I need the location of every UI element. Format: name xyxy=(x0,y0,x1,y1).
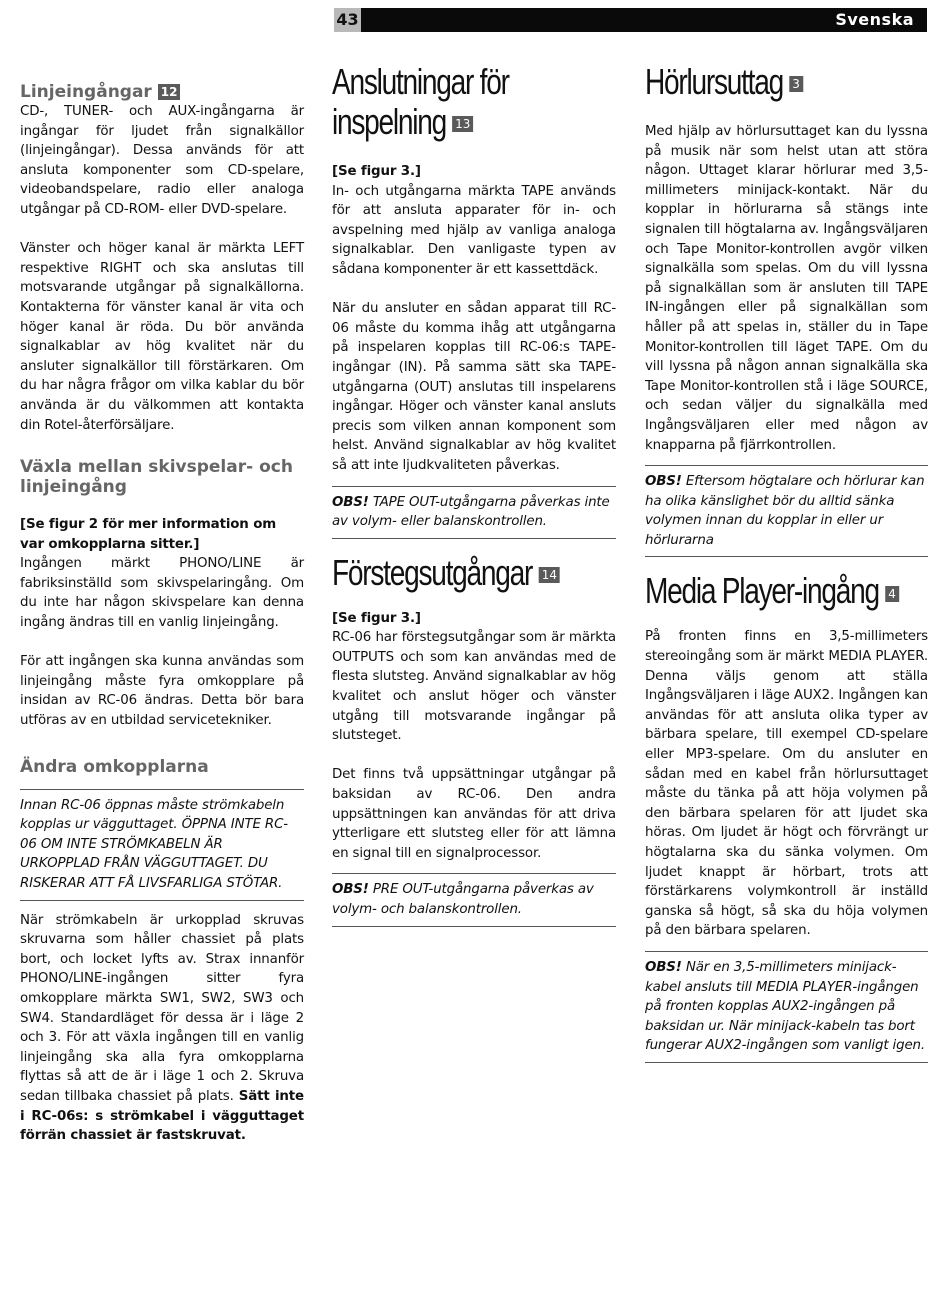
language-label: Svenska xyxy=(835,10,914,29)
section-heading xyxy=(645,62,866,102)
paragraph: In- och utgångarna märkta TAPE används för att ansluta apparater för in- och avspelning med hjälp av vanliga analoga signalkablar. Den vanligaste typen av sådana komponenter är ett kassettdäck. xyxy=(332,183,616,277)
bold-warning: Sätt inte i RC-06s: s strömkabel i vägguttaget förrän chassiet är fastskruvat. xyxy=(20,1088,304,1144)
reference-badge: 13 xyxy=(452,116,473,132)
note-label: OBS! xyxy=(332,494,369,510)
reference-badge: 14 xyxy=(538,567,559,583)
divider xyxy=(645,1062,928,1063)
reference-badge: 12 xyxy=(158,84,181,100)
paragraph: När du ansluter en sådan apparat till RC-06 måste du komma ihåg att utgångarna på inspelaren kopplas till RC-06:s TAPE-ingångar (IN). På samma sätt ska TAPE-utgångarna (OUT) anslutas till inspelarens ingångar. Höger och vänster kanal ansluts precis som vilken annan komponent som helst. Använd signalkablar av hög kvalitet så att inte ljudkvaliteten påverkas. xyxy=(332,301,616,473)
paragraph: Det finns två uppsättningar utgångar på baksidan av RC-06. Den andra uppsättningen kan användas för att driva ytterligare ett slutsteg eller för att lämna en signal till en signalprocessor. xyxy=(332,767,616,861)
paragraph: Vänster och höger kanal är märkta LEFT respektive RIGHT och ska anslutas till motsvarande utgångar på signalkällorna. Kontakterna för vänster kanal är vita och höger kanal är röda. Du bör använda signalkablar av hög kvalitet när du ansluter signalkällor till förstärkaren. Om du har några frågor om vilka kablar du bör använda är du välkommen att kontakta din Rotel-återförsäljare. xyxy=(20,241,304,433)
note-text: När en 3,5-millimeters minijack-kabel ansluts till MEDIA PLAYER-ingången på fronten kopplas AUX2-ingången på baksidan ur. När minijack-kabeln tas bort fungerar AUX2-ingången som vanligt igen. xyxy=(645,959,926,1054)
section-heading: Anslutningar för xyxy=(332,61,509,102)
column-left xyxy=(20,62,304,1146)
note-label: OBS! xyxy=(332,882,369,898)
note xyxy=(332,880,616,919)
warning-text: Innan RC-06 öppnas måste strömkabeln kopplas ur vägguttaget. ÖPPNA INTE RC-06 OM INTE STRÖMKABELN ÄR URKOPPLAD FRÅN VÄGGUTTAGET. DU RISKERAR ATT FÅ LIVSFARLIGA STÖTAR. xyxy=(20,797,288,891)
note-text: PRE OUT-utgångarna påverkas av volym- och balanskontrollen. xyxy=(332,882,594,917)
note-text: TAPE OUT-utgångarna påverkas inte av volym- eller balanskontrollen. xyxy=(332,494,610,530)
note-label: OBS! xyxy=(645,959,682,975)
note xyxy=(332,493,616,532)
section-heading: Ändra omkopplarna xyxy=(20,756,209,777)
paragraph xyxy=(20,911,304,1146)
note xyxy=(645,958,928,1056)
section-heading xyxy=(645,570,896,612)
reference-badge: 3 xyxy=(789,76,803,92)
section-heading xyxy=(332,551,557,593)
heading-text: Hörlursuttag xyxy=(645,61,783,102)
figure-reference: [Se figur 2 för mer information om var omkopplarna sitter.] xyxy=(20,517,277,552)
column-right xyxy=(645,62,928,1063)
note xyxy=(645,472,928,550)
divider xyxy=(332,926,616,927)
heading-text: Media Player-ingång xyxy=(645,570,879,612)
section-heading xyxy=(20,82,304,102)
heading-text: inspelning xyxy=(332,101,446,142)
section-heading: Växla mellan skivspelar- och linjeingång xyxy=(20,457,293,498)
paragraph: Ingången märkt PHONO/LINE är fabriksinställd som skivspelaringång. Om du inte har någon skivspelare kan denna ingång ändras till en vanlig linjeingång. xyxy=(20,556,304,631)
figure-reference: [Se figur 3.] xyxy=(332,164,421,179)
heading-text: Förstegsutgångar xyxy=(332,551,533,593)
paragraph: RC-06 har förstegsutgångar som är märkta OUTPUTS och som kan användas med de flesta slutsteg. Använd signalkablar av hög kvalitet och anslut höger och vänster utgång till motsvarande ingångar på slutsteget. xyxy=(332,630,616,744)
paragraph-text: När strömkabeln är urkopplad skruvas skruvarna som håller chassiet på plats bort, och locket lyfts av. Strax innanför PHONO/LINE-ingången sitter fyra omkopplare märkta SW1, SW2, SW3 och SW4. Standardläget för dessa är i läge 2 och 3. För att växla ingången till en vanlig linjeingång ska alla fyra omkopplarna flyttas så att de är i läge 1 och 2. Skruva sedan tillbaka chassiet på plats. xyxy=(20,912,304,1104)
note-text: Eftersom högtalare och hörlurar kan ha olika känslighet bör du alltid sänka volymen innan du kopplar in eller ur hörlurarna xyxy=(645,474,925,548)
paragraph: För att ingången ska kunna användas som linjeingång måste fyra omkopplare på insidan av RC-06 ändras. Detta bör bara utföras av en utbildad servicetekniker. xyxy=(20,654,304,729)
paragraph: CD-, TUNER- och AUX-ingångarna är ingångar för ljudet från signalkällor (linjeingångar). Dessa används för att ansluta komponenter som CD-spelare, videobandspelare, radio eller analoga utgångar på CD-ROM- eller DVD-spelare. xyxy=(20,104,304,217)
column-middle xyxy=(332,62,616,927)
page-number: 43 xyxy=(334,8,361,32)
note-label: OBS! xyxy=(645,474,682,490)
reference-badge: 4 xyxy=(885,586,899,602)
paragraph: Med hjälp av hörlursuttaget kan du lyssna på musik när som helst utan att störa någon. Uttaget klarar hörlurar med 3,5-millimeters minijack-kontakt. När du kopplar in hörlurarna så stängs inte signalen till högtalarna av. Ingångsväljaren och Tape Monitor-kontrollen avgör vilken signalkälla som spelas. Om du vill lyssna på signalkällan som är ansluten till TAPE IN-ingången eller på signalkällan som håller på att spelas in, ställer du in Tape Monitor-kontrollen till läget TAPE. Om du vill lyssna på någon annan signalkälla ska Tape Monitor-kontrollen stå i läge SOURCE, och sedan väljer du signalkälla med Ingångsväljaren eller med någon av knapparna på fjärrkontrollen. xyxy=(645,124,928,453)
figure-reference: [Se figur 3.] xyxy=(332,610,421,626)
heading-text: Linjeingångar xyxy=(20,82,152,102)
paragraph: På fronten finns en 3,5-millimeters stereoingång som är märkt MEDIA PLAYER. Denna väljs genom att ställa Ingångsväljaren i läge AUX2. Ingången kan användas för att ansluta olika typer av bärbara spelare, till exempel CD-spelare eller MP3-spelare. Om du ansluter en sådan med en kabel från hörlursuttaget måste du tänka på att höja volymen på den bärbara spelaren för att ljudet ska höras. Om ljudet är högt och förvrängt ur högtalarna ska du sänka volymen. Om ljudet knappt är hörbart, trots att förstärkarens volymkontroll är inställd ganska så högt, så ska du höja volymen på den bärbara spelaren. xyxy=(645,629,928,939)
section-heading-line2 xyxy=(332,102,554,142)
